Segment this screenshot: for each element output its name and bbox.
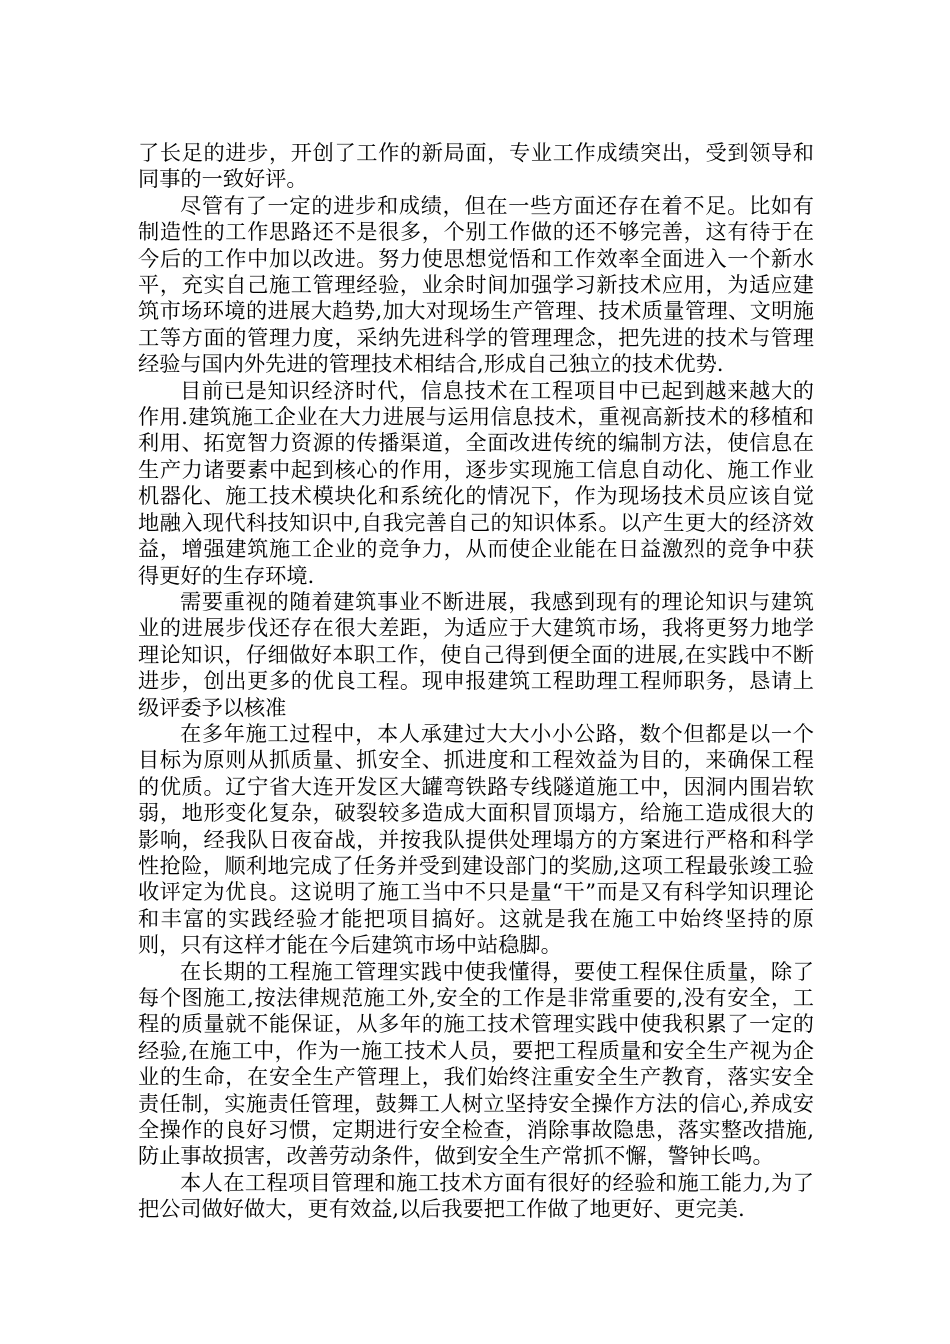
paragraph-conclusion: 本人在工程项目管理和施工技术方面有很好的经验和施工能力,为了把公司做好做大，更有效益,以后我要把工作做了地更好、更完美. [138, 1169, 814, 1222]
paragraph-application: 需要重视的随着建筑事业不断进展，我感到现有的理论知识与建筑业的进展步伐还存在很大差距，为适应于大建筑市场，我将更努力地学理论知识，仔细做好本职工作，使自己得到便全面的进展,在实践中不断进步，创出更多的优良工程。现申报建筑工程助理工程师职务，恳请上级评委予以核准 [138, 588, 814, 720]
paragraph-safety-management: 在长期的工程施工管理实践中使我懂得，要使工程保住质量，除了每个图施工,按法律规范施工外,安全的工作是非常重要的,没有安全，工程的质量就不能保证，从多年的施工技术管理实践中使我积累了一定的经验,在施工中，作为一施工技术人员，要把工程质量和安全生产视为企业的生命，在安全生产管理上，我们始终注重安全生产教育，落实安全责任制，实施责任管理，鼓舞工人树立坚持安全操作方法的信心,养成安全操作的良好习惯，定期进行安全检查，消除事故隐患，落实整改措施,防止事故损害，改善劳动条件，做到安全生产常抓不懈，警钟长鸣。 [138, 958, 814, 1169]
paragraph-information-technology: 目前已是知识经济时代，信息技术在工程项目中已起到越来越大的作用.建筑施工企业在大力进展与运用信息技术，重视高新技术的移植和利用、拓宽智力资源的传播渠道，全面改进传统的编制方法，使信息在生产力诸要素中起到核心的作用，逐步实现施工信息自动化、施工作业机器化、施工技术模块化和系统化的情况下，作为现场技术员应该自觉地融入现代科技知识中,自我完善自己的知识体系。以产生更大的经济效益，增强建筑施工企业的竞争力，从而使企业能在日益激烈的竞争中获得更好的生存环境. [138, 377, 814, 588]
paragraph-continuation: 了长足的进步，开创了工作的新局面，专业工作成绩突出，受到领导和同事的一致好评。 [138, 140, 814, 192]
paragraph-shortcomings: 尽管有了一定的进步和成绩，但在一些方面还存在着不足。比如有制造性的工作思路还不是很多，个别工作做的还不够完善，这有待于在今后的工作中加以改进。努力使思想觉悟和工作效率全面进入一个新水平，充实自己施工管理经验，业余时间加强学习新技术应用，为适应建筑市场环境的进展大趋势,加大对现场生产管理、技术质量管理、文明施工等方面的管理力度，采纳先进科学的管理理念，把先进的技术与管理经验与国内外先进的管理技术相结合,形成自己独立的技术优势. [138, 192, 814, 377]
document-body [138, 140, 814, 1223]
paragraph-project-experience: 在多年施工过程中，本人承建过大大小小公路，数个但都是以一个目标为原则从抓质量、抓安全、抓进度和工程效益为目的，来确保工程的优质。辽宁省大连开发区大罐弯铁路专线隧道施工中，因洞内围岩软弱，地形变化复杂，破裂较多造成大面积冒顶塌方，给施工造成很大的影响，经我队日夜奋战，并按我队提供处理塌方的方案进行严格和科学性抢险，顺利地完成了任务并受到建设部门的奖励,这项工程最张竣工验收评定为优良。这说明了施工当中不只是量“干”而是又有科学知识理论和丰富的实践经验才能把项目搞好。这就是我在施工中始终坚持的原则，只有这样才能在今后建筑市场中站稳脚。 [138, 720, 814, 958]
